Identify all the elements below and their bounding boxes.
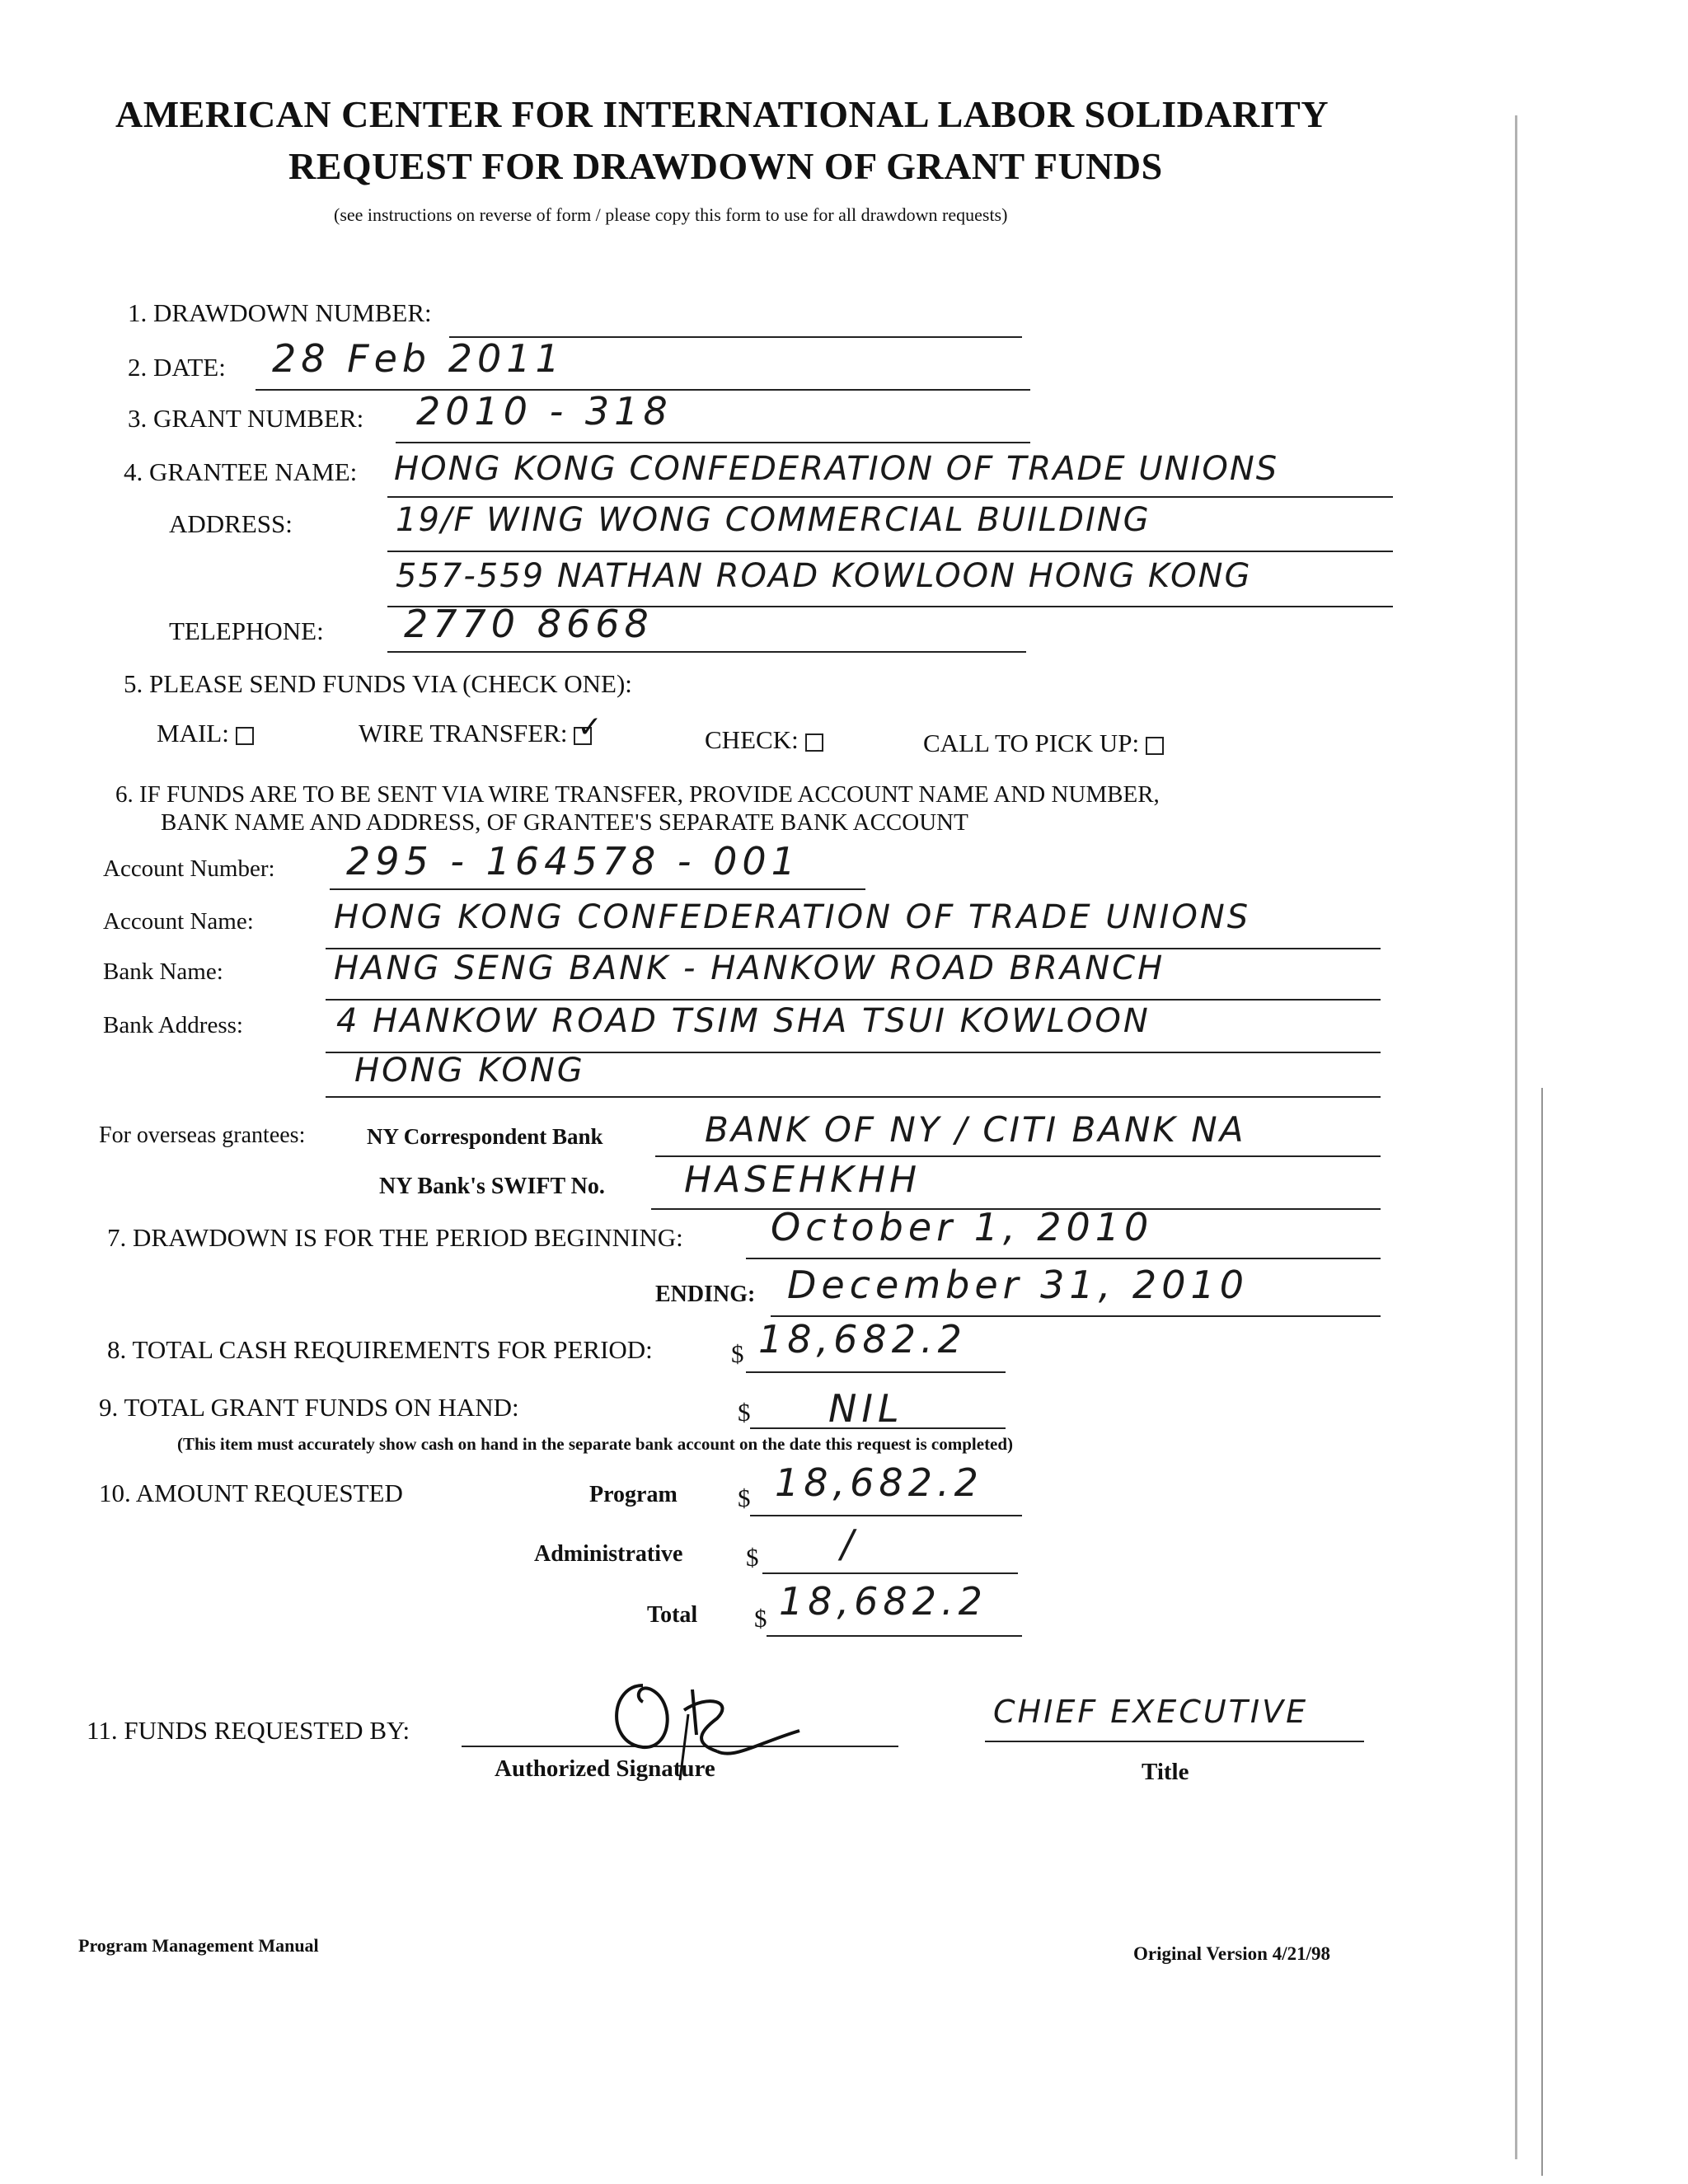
administrative-label: Administrative	[534, 1541, 683, 1567]
account-name-value[interactable]: HONG KONG CONFEDERATION OF TRADE UNIONS	[334, 898, 1251, 936]
send-via-label: 5. PLEASE SEND FUNDS VIA (CHECK ONE):	[124, 669, 632, 698]
funds-on-hand-label: 9. TOTAL GRANT FUNDS ON HAND:	[99, 1393, 519, 1422]
total-line	[767, 1635, 1022, 1637]
check-option-label: CHECK:	[705, 725, 799, 754]
form-title-line2: REQUEST FOR DRAWDOWN OF GRANT FUNDS	[288, 145, 1163, 187]
bank-address-line1-value[interactable]: 4 HANKOW ROAD TSIM SHA TSUI KOWLOON	[336, 1002, 1151, 1040]
check-option[interactable]	[705, 725, 823, 755]
mail-option[interactable]	[157, 719, 254, 748]
wire-instruction-line1: 6. IF FUNDS ARE TO BE SENT VIA WIRE TRANSFER, PROVIDE ACCOUNT NAME AND NUMBER,	[115, 781, 1160, 808]
authorized-signature-caption: Authorized Signature	[495, 1755, 715, 1782]
program-currency: $	[738, 1483, 751, 1512]
mail-option-label: MAIL:	[157, 719, 229, 748]
ny-correspondent-value[interactable]: BANK OF NY / CITI BANK NA	[705, 1109, 1246, 1150]
ny-correspondent-label: NY Correspondent Bank	[367, 1124, 603, 1149]
administrative-line	[762, 1572, 1018, 1574]
cash-requirements-label: 8. TOTAL CASH REQUIREMENTS FOR PERIOD:	[107, 1335, 653, 1364]
scan-edge-line	[1515, 115, 1517, 2159]
account-number-label: Account Number:	[103, 855, 275, 882]
grant-number-line	[396, 442, 1030, 443]
wire-transfer-option-label: WIRE TRANSFER:	[359, 719, 568, 748]
grantee-name-line	[387, 496, 1393, 498]
total-value[interactable]: 18,682.2	[779, 1579, 987, 1624]
administrative-currency: $	[746, 1543, 759, 1572]
bank-name-value[interactable]: HANG SENG BANK - HANKOW ROAD BRANCH	[334, 949, 1165, 987]
cash-requirements-line	[746, 1371, 1006, 1373]
period-beginning-line	[746, 1258, 1381, 1259]
period-ending-value[interactable]: December 31, 2010	[787, 1263, 1250, 1307]
date-value[interactable]: 28 Feb 2011	[272, 336, 565, 381]
footer-right: Original Version 4/21/98	[1133, 1943, 1330, 1964]
call-to-pick-up-checkbox[interactable]	[1146, 737, 1164, 755]
telephone-line	[387, 651, 1026, 653]
drawdown-number-label: 1. DRAWDOWN NUMBER:	[128, 298, 432, 327]
bank-name-label: Bank Name:	[103, 958, 223, 985]
program-line	[750, 1515, 1022, 1516]
overseas-grantees-label: For overseas grantees:	[99, 1122, 306, 1148]
check-checkbox[interactable]	[805, 733, 823, 752]
amount-requested-label: 10. AMOUNT REQUESTED	[99, 1479, 403, 1507]
bank-address-label: Bank Address:	[103, 1012, 243, 1038]
cash-requirements-currency: $	[731, 1339, 744, 1368]
mail-checkbox[interactable]	[236, 727, 254, 745]
signature-stroke-1	[617, 1685, 668, 1747]
grantee-name-value[interactable]: HONG KONG CONFEDERATION OF TRADE UNIONS	[394, 450, 1279, 488]
program-label: Program	[589, 1482, 678, 1507]
funds-on-hand-value[interactable]: NIL	[828, 1386, 904, 1431]
ny-correspondent-line	[655, 1155, 1381, 1157]
scan-edge-line-outer	[1541, 1088, 1543, 2176]
funds-on-hand-line	[750, 1427, 1006, 1429]
funds-on-hand-currency: $	[738, 1398, 751, 1427]
wire-transfer-option[interactable]	[359, 710, 603, 748]
date-label: 2. DATE:	[128, 353, 226, 382]
account-number-line	[330, 888, 865, 890]
telephone-label: TELEPHONE:	[169, 616, 324, 645]
wire-instruction-line2: BANK NAME AND ADDRESS, OF GRANTEE'S SEPARATE BANK ACCOUNT	[161, 809, 968, 836]
bank-name-line	[326, 999, 1381, 1001]
title-value[interactable]: CHIEF EXECUTIVE	[993, 1694, 1309, 1730]
call-to-pick-up-option-label: CALL TO PICK UP:	[923, 729, 1140, 757]
account-name-label: Account Name:	[103, 908, 254, 935]
address-line1-line	[387, 551, 1393, 552]
form-title-line1: AMERICAN CENTER FOR INTERNATIONAL LABOR SOLIDARITY	[115, 93, 1329, 135]
administrative-value[interactable]: /	[841, 1521, 859, 1566]
title-line	[985, 1741, 1364, 1742]
program-value[interactable]: 18,682.2	[775, 1460, 983, 1505]
wire-transfer-checkbox[interactable]	[574, 710, 603, 745]
bank-address-line2-line	[326, 1096, 1381, 1098]
grant-number-value[interactable]: 2010 - 318	[416, 389, 673, 434]
swift-value[interactable]: HASEHKHH	[684, 1159, 921, 1201]
check-mark-icon: ✓	[577, 710, 603, 744]
bank-address-line2-value[interactable]: HONG KONG	[354, 1052, 585, 1090]
call-to-pick-up-option[interactable]	[923, 729, 1164, 758]
telephone-value[interactable]: 2770 8668	[404, 602, 654, 646]
requested-by-label: 11. FUNDS REQUESTED BY:	[87, 1716, 410, 1745]
address-line1-value[interactable]: 19/F WING WONG COMMERCIAL BUILDING	[396, 501, 1151, 539]
total-label: Total	[647, 1602, 698, 1628]
address-line2-value[interactable]: 557-559 NATHAN ROAD KOWLOON HONG KONG	[396, 557, 1252, 595]
swift-label: NY Bank's SWIFT No.	[379, 1174, 605, 1199]
total-currency: $	[754, 1604, 767, 1633]
form-instructions-note: (see instructions on reverse of form / please copy this form to use for all drawdown requests)	[334, 204, 1008, 225]
footer-left: Program Management Manual	[78, 1935, 319, 1956]
period-beginning-value[interactable]: October 1, 2010	[771, 1205, 1154, 1249]
grant-number-label: 3. GRANT NUMBER:	[128, 404, 364, 433]
account-number-value[interactable]: 295 - 164578 - 001	[346, 839, 800, 883]
grantee-name-label: 4. GRANTEE NAME:	[124, 457, 358, 486]
title-caption: Title	[1142, 1759, 1189, 1785]
signature-stroke-2	[684, 1690, 799, 1754]
funds-on-hand-note: (This item must accurately show cash on hand in the separate bank account on the date this request is completed)	[177, 1434, 1014, 1454]
period-beginning-label: 7. DRAWDOWN IS FOR THE PERIOD BEGINNING:	[107, 1223, 683, 1252]
address-label: ADDRESS:	[169, 509, 293, 538]
cash-requirements-value[interactable]: 18,682.2	[758, 1317, 967, 1361]
period-ending-label: ENDING:	[655, 1282, 756, 1307]
